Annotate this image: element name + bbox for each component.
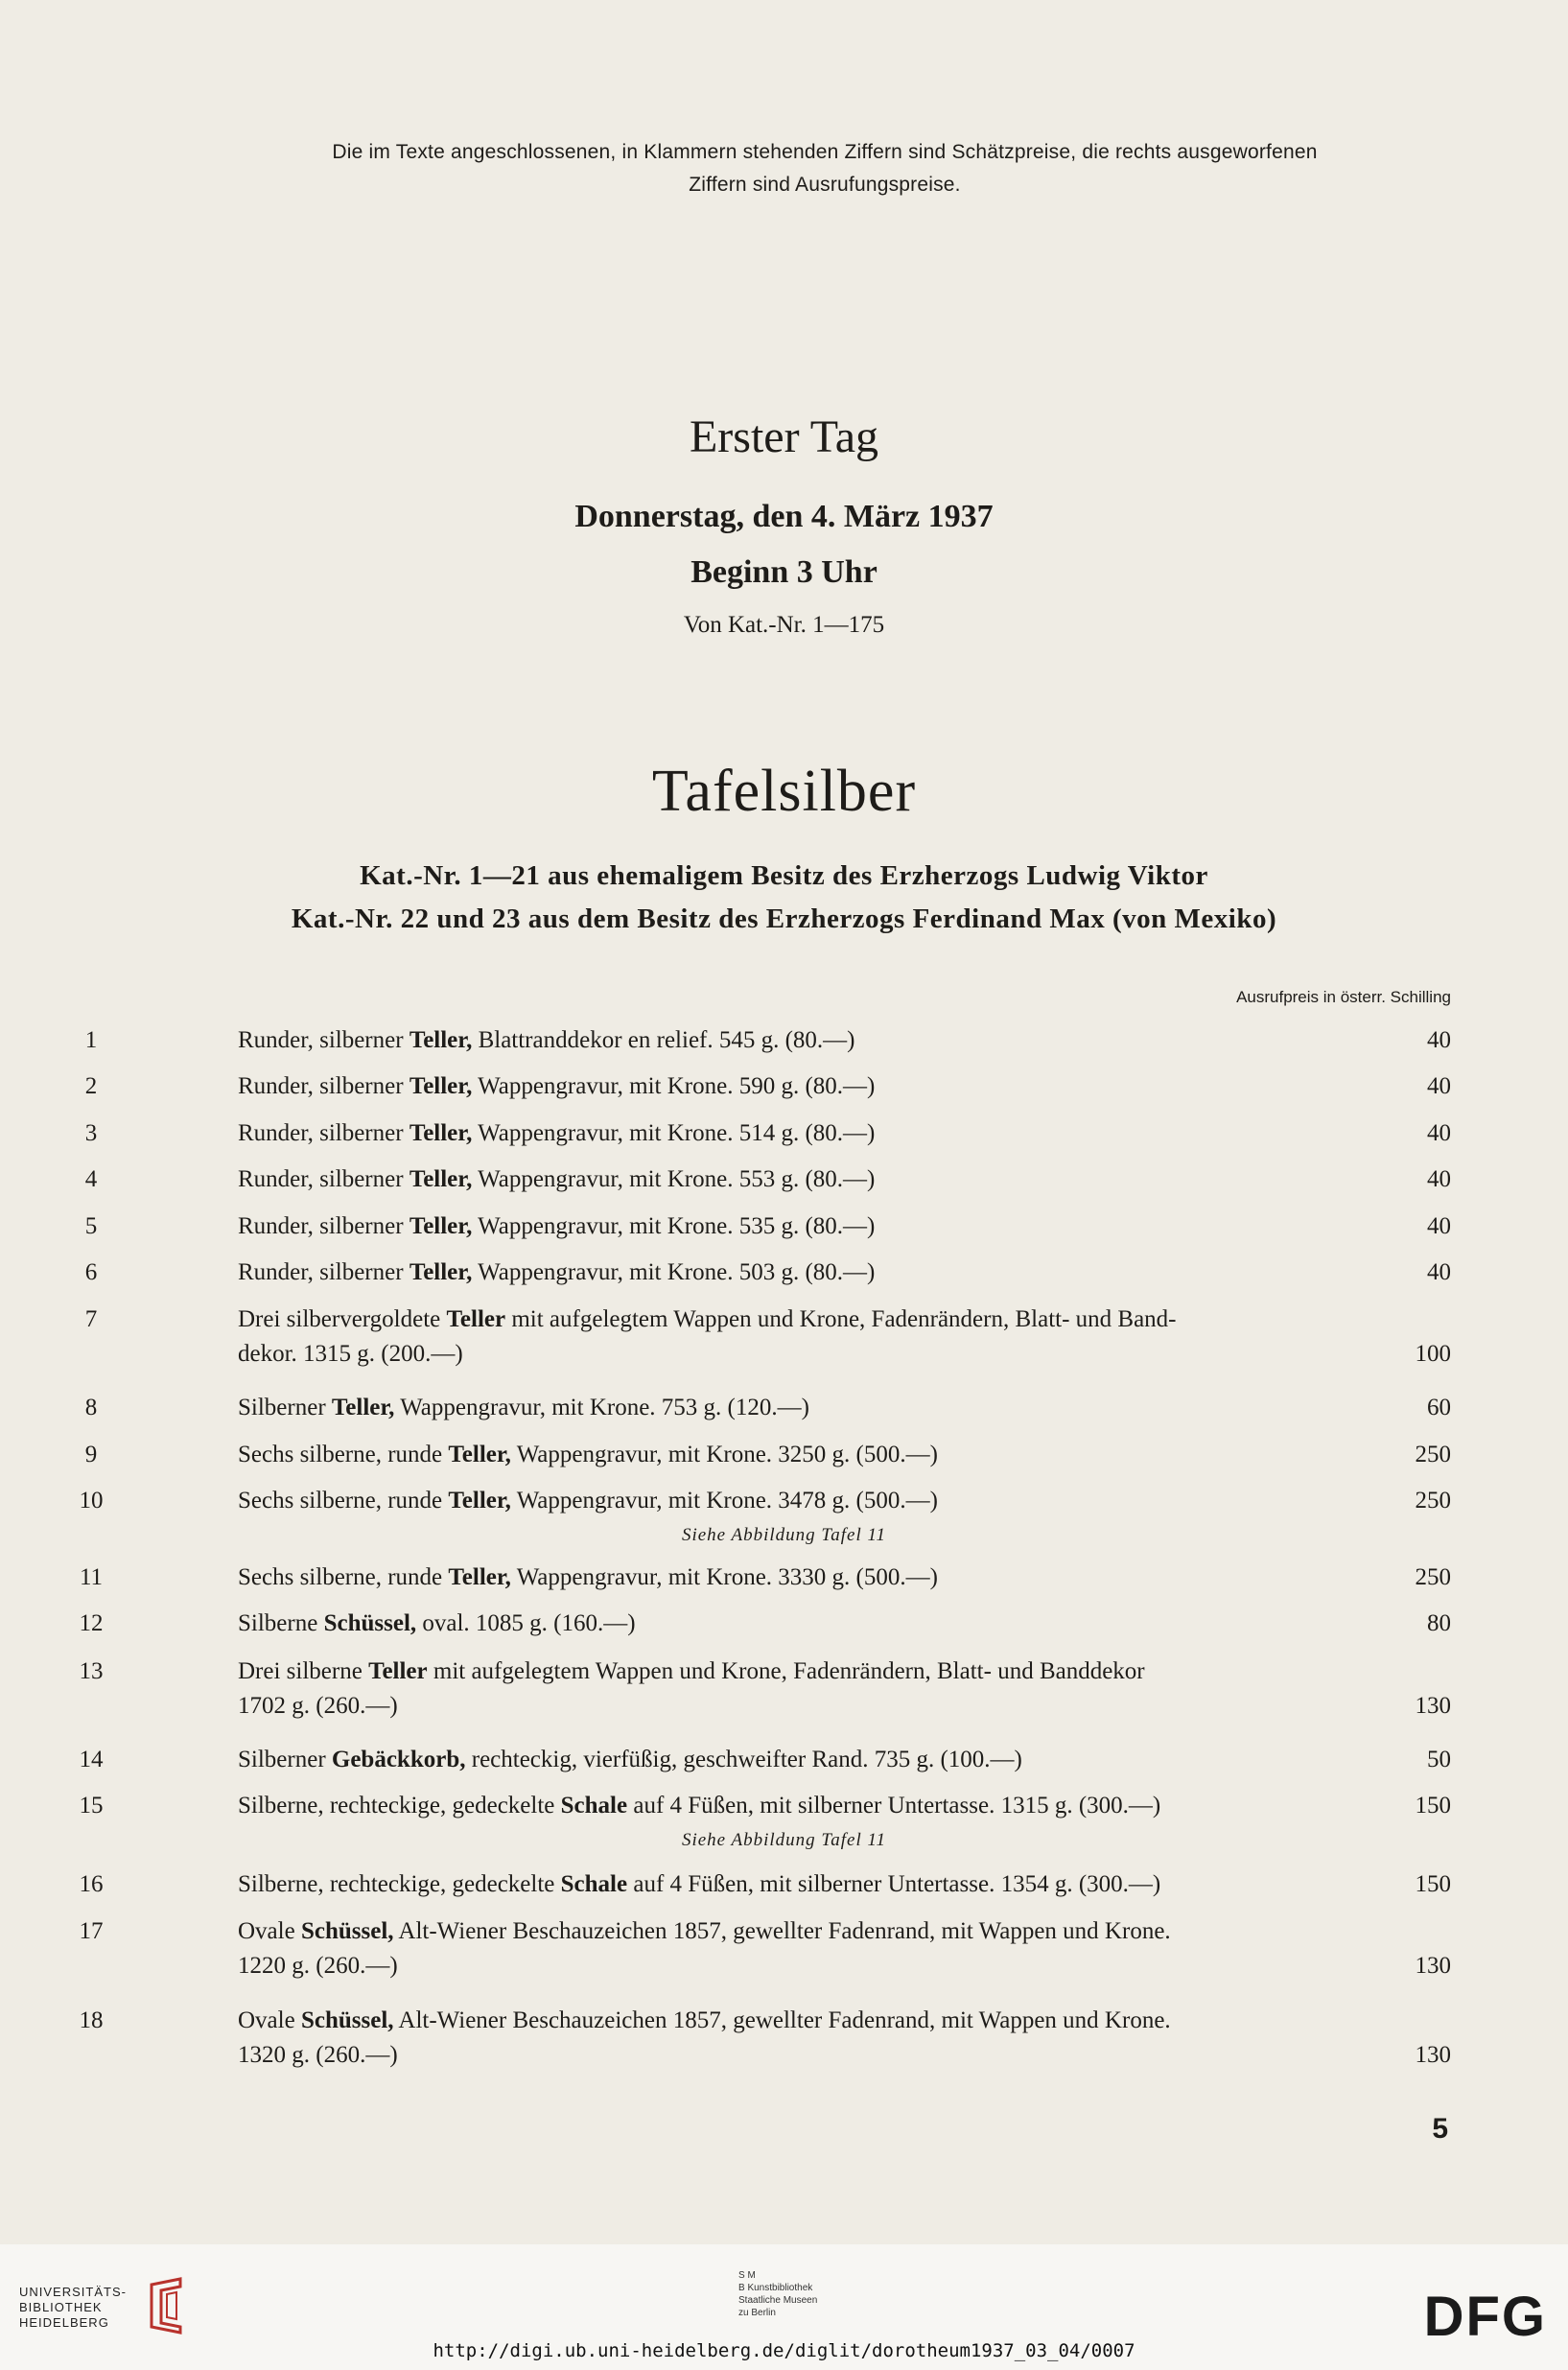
lot-price: 100 <box>1415 1341 1451 1367</box>
lot-description: Ovale Schüssel, Alt-Wiener Beschauzeichen 1857, gewellter Fadenrand, mit Wappen und Krone. 1320 g. (260.—) <box>238 2007 1171 2068</box>
logo-text: B Kunstbibliothek <box>738 2283 813 2293</box>
lot-number: 14 <box>79 1747 104 1772</box>
lot-description: Drei silbervergoldete Teller mit aufgelegtem Wappen und Krone, Fadenrändern, Blatt- und Band- dekor. 1315 g. (200.—) <box>238 1306 1177 1367</box>
lot-number: 9 <box>84 1442 98 1467</box>
lot-price: 130 <box>1415 1953 1451 1979</box>
lot-description: Sechs silberne, runde Teller, Wappengravur, mit Krone. 3330 g. (500.—) <box>238 1564 938 1590</box>
lot-range: Von Kat.-Nr. 1—175 <box>683 612 885 638</box>
lot-number: 12 <box>79 1610 104 1636</box>
lot-description: Runder, silberner Teller, Wappengravur, mit Krone. 553 g. (80.—) <box>238 1166 876 1192</box>
illustration-reference: Siehe Abbildung Tafel 11 <box>681 1525 887 1545</box>
lot-price: 60 <box>1427 1395 1451 1420</box>
lot-number: 17 <box>79 1918 104 1944</box>
lot-price: 250 <box>1415 1442 1451 1467</box>
day-date: Donnerstag, den 4. März 1937 <box>574 499 994 534</box>
lot-number: 6 <box>84 1259 98 1285</box>
price-note-line: Ziffern sind Ausrufungspreise. <box>689 174 961 196</box>
logo-text: Staatliche Museen <box>738 2295 818 2306</box>
lot-number: 8 <box>84 1395 98 1420</box>
lot-price: 250 <box>1415 1564 1451 1590</box>
lot-number: 11 <box>79 1564 104 1590</box>
lot-price: 40 <box>1427 1166 1451 1192</box>
digitization-footer <box>0 2244 1568 2370</box>
university-library-logo[interactable] <box>19 2285 127 2331</box>
page-number: 5 <box>1432 2113 1448 2145</box>
price-note-line: Die im Texte angeschlossenen, in Klammern stehenden Ziffern sind Schätzpreise, die rechts ausgeworfenen <box>332 141 1318 163</box>
illustration-reference: Siehe Abbildung Tafel 11 <box>681 1830 887 1850</box>
kunstbibliothek-logo[interactable] <box>738 2269 817 2319</box>
day-time: Beginn 3 Uhr <box>690 554 878 590</box>
library-emblem-icon <box>142 2277 190 2335</box>
provenance-line: Kat.-Nr. 22 und 23 aus dem Besitz des Erzherzogs Ferdinand Max (von Mexiko) <box>291 903 1277 934</box>
logo-text: S M <box>738 2270 756 2281</box>
lot-number: 10 <box>79 1488 104 1514</box>
lot-number: 13 <box>79 1658 104 1684</box>
lot-number: 7 <box>84 1306 98 1332</box>
lot-description: Runder, silberner Teller, Wappengravur, mit Krone. 590 g. (80.—) <box>238 1073 876 1099</box>
dfg-logo[interactable]: DFG <box>1423 2286 1547 2348</box>
lot-number: 18 <box>79 2007 104 2033</box>
lot-price: 40 <box>1427 1213 1451 1239</box>
lot-description: Ovale Schüssel, Alt-Wiener Beschauzeichen 1857, gewellter Fadenrand, mit Wappen und Krone. 1220 g. (260.—) <box>238 1918 1171 1979</box>
provenance-line: Kat.-Nr. 1—21 aus ehemaligem Besitz des Erzherzogs Ludwig Viktor <box>360 860 1208 891</box>
lot-price: 40 <box>1427 1073 1451 1099</box>
lot-price: 40 <box>1427 1259 1451 1285</box>
lot-description: Silberner Teller, Wappengravur, mit Krone. 753 g. (120.—) <box>238 1395 809 1420</box>
lot-price: 40 <box>1427 1027 1451 1053</box>
lot-number: 5 <box>84 1213 98 1239</box>
lot-price: 40 <box>1427 1120 1451 1146</box>
lot-price: 130 <box>1415 1693 1451 1719</box>
source-url-link[interactable]: http://digi.ub.uni-heidelberg.de/diglit/dorotheum1937_03_04/0007 <box>433 2340 1135 2361</box>
lot-price: 50 <box>1427 1747 1451 1772</box>
lot-description: Sechs silberne, runde Teller, Wappengravur, mit Krone. 3250 g. (500.—) <box>238 1442 938 1467</box>
section-title: Tafelsilber <box>651 759 917 824</box>
lot-number: 1 <box>84 1027 98 1053</box>
lot-description: Runder, silberner Teller, Wappengravur, mit Krone. 514 g. (80.—) <box>238 1120 876 1146</box>
lot-description: Silberne Schüssel, oval. 1085 g. (160.—) <box>238 1610 636 1636</box>
lot-description: Sechs silberne, runde Teller, Wappengravur, mit Krone. 3478 g. (500.—) <box>238 1488 938 1514</box>
lot-number: 3 <box>84 1120 98 1146</box>
lot-price: 250 <box>1415 1488 1451 1514</box>
logo-text: UNIVERSITÄTS- <box>19 2285 127 2299</box>
lot-price: 150 <box>1415 1793 1451 1819</box>
lot-price: 150 <box>1415 1871 1451 1897</box>
lot-description: Silberne, rechteckige, gedeckelte Schale auf 4 Füßen, mit silberner Untertasse. 1315 g. (300.—) <box>238 1793 1161 1819</box>
lot-number: 15 <box>79 1793 104 1819</box>
lot-description: Runder, silberner Teller, Blattranddekor en relief. 545 g. (80.—) <box>238 1027 855 1053</box>
lot-description: Drei silberne Teller mit aufgelegtem Wappen und Krone, Fadenrändern, Blatt- und Banddekor 1702 g. (260.—) <box>238 1658 1145 1719</box>
lot-price: 130 <box>1415 2042 1451 2068</box>
lot-description: Runder, silberner Teller, Wappengravur, mit Krone. 535 g. (80.—) <box>238 1213 876 1239</box>
lot-number: 4 <box>84 1166 98 1192</box>
lot-number: 2 <box>84 1073 98 1099</box>
logo-text: zu Berlin <box>738 2308 776 2318</box>
lot-number: 16 <box>79 1871 104 1897</box>
lot-description: Silberne, rechteckige, gedeckelte Schale auf 4 Füßen, mit silberner Untertasse. 1354 g. (300.—) <box>238 1871 1161 1897</box>
lot-description: Silberner Gebäckkorb, rechteckig, vierfüßig, geschweifter Rand. 735 g. (100.—) <box>238 1747 1022 1772</box>
day-title: Erster Tag <box>689 411 878 462</box>
price-note <box>192 136 1458 201</box>
logo-text: HEIDELBERG <box>19 2315 109 2330</box>
lot-price: 80 <box>1427 1610 1451 1636</box>
logo-text: BIBLIOTHEK <box>19 2300 103 2314</box>
price-column-header: Ausrufpreis in österr. Schilling <box>1236 988 1451 1006</box>
lot-description: Runder, silberner Teller, Wappengravur, mit Krone. 503 g. (80.—) <box>238 1259 876 1285</box>
